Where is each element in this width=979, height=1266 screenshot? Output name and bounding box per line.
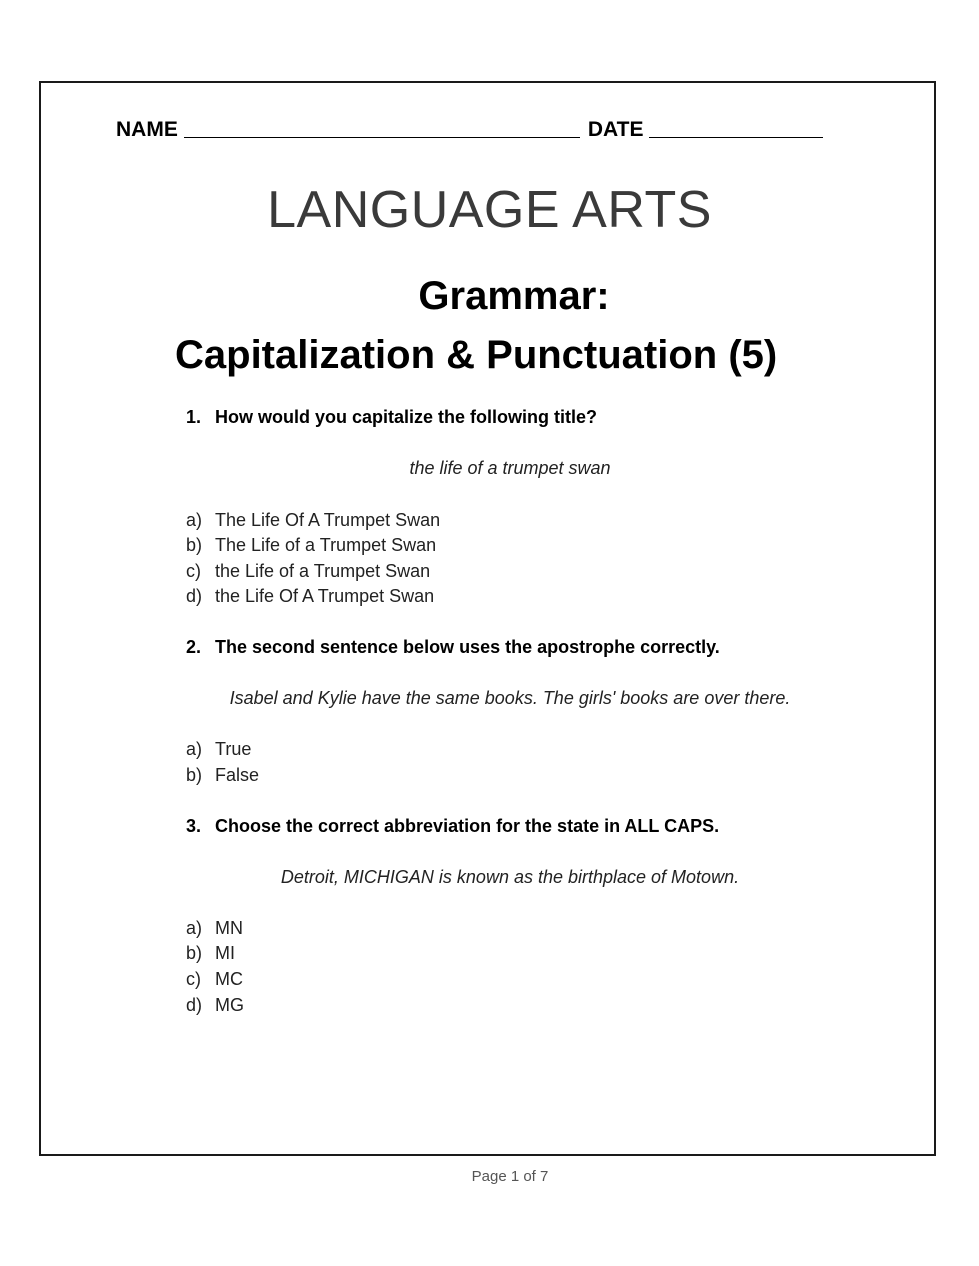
question-2	[186, 637, 720, 658]
worksheet-border	[39, 81, 936, 1156]
question-2-option-a[interactable]	[186, 739, 251, 760]
option-letter: a)	[186, 510, 203, 530]
name-blank[interactable]	[184, 136, 580, 138]
option-text: the Life Of A Trumpet Swan	[215, 586, 435, 606]
option-letter: c)	[186, 969, 201, 989]
question-prompt: Choose the correct abbreviation for the state in ALL CAPS.	[215, 816, 720, 836]
date-label: DATE	[587, 118, 644, 141]
option-letter: b)	[186, 535, 203, 555]
question-1	[186, 407, 597, 428]
option-text: MN	[215, 918, 243, 938]
date-blank[interactable]	[649, 136, 823, 138]
page-number: Page 1 of 7	[471, 1168, 549, 1185]
question-3-option-c[interactable]	[186, 969, 243, 990]
question-2-example: Isabel and Kylie have the same books. The girls' books are over there.	[229, 688, 791, 708]
option-letter: c)	[186, 561, 201, 581]
option-letter: b)	[186, 943, 203, 963]
question-3-option-d[interactable]	[186, 995, 244, 1016]
question-3	[186, 816, 719, 837]
question-1-option-c[interactable]	[186, 561, 430, 582]
option-letter: b)	[186, 765, 203, 785]
name-label: NAME	[116, 118, 178, 141]
question-3-option-b[interactable]	[186, 943, 235, 964]
option-text: The Life Of A Trumpet Swan	[215, 510, 441, 530]
option-letter: d)	[186, 995, 203, 1015]
question-prompt: The second sentence below uses the apostrophe correctly.	[215, 637, 720, 657]
option-letter: a)	[186, 918, 203, 938]
option-text: MI	[215, 943, 235, 963]
question-number: 1.	[186, 407, 202, 427]
question-prompt: How would you capitalize the following title?	[215, 407, 597, 427]
option-letter: d)	[186, 586, 203, 606]
question-1-example: the life of a trumpet swan	[409, 458, 611, 478]
topic-title-line-1: Grammar:	[418, 274, 610, 318]
option-text: The Life of a Trumpet Swan	[215, 535, 437, 555]
question-3-example: Detroit, MICHIGAN is known as the birthplace of Motown.	[280, 867, 740, 887]
option-letter: a)	[186, 739, 203, 759]
question-1-option-b[interactable]	[186, 535, 436, 556]
topic-title-line-2: Capitalization & Punctuation (5)	[175, 333, 778, 377]
question-1-option-a[interactable]	[186, 510, 440, 531]
question-number: 2.	[186, 637, 202, 657]
question-3-option-a[interactable]	[186, 918, 243, 939]
subject-title: LANGUAGE ARTS	[267, 181, 712, 239]
option-text: the Life of a Trumpet Swan	[215, 561, 431, 581]
option-text: True	[215, 739, 252, 759]
question-number: 3.	[186, 816, 202, 836]
option-text: MG	[215, 995, 244, 1015]
option-text: False	[215, 765, 260, 785]
name-date-line	[116, 118, 831, 142]
question-1-option-d[interactable]	[186, 586, 434, 607]
option-text: MC	[215, 969, 243, 989]
question-2-option-b[interactable]	[186, 765, 259, 786]
